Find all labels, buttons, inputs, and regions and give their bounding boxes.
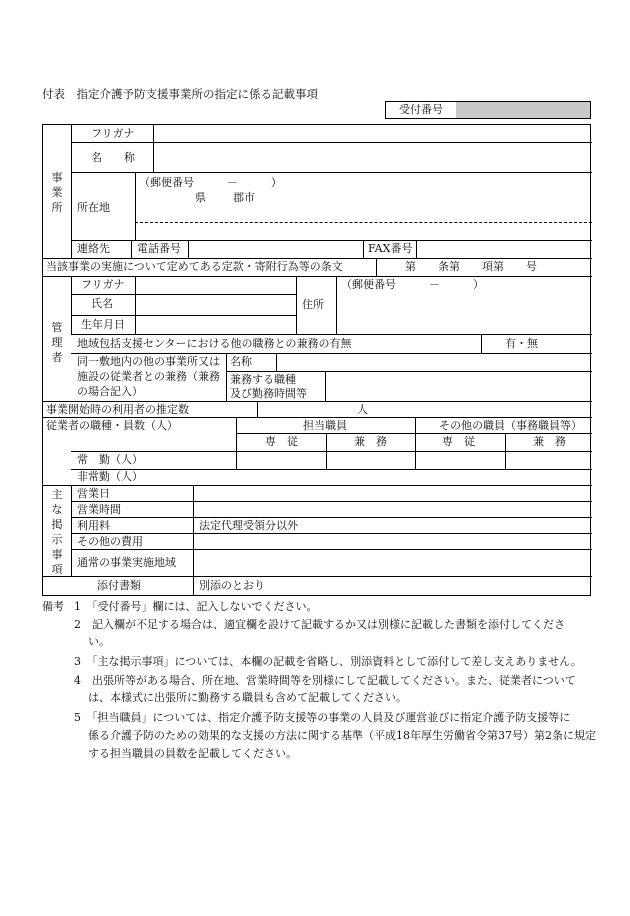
office-phone-label: 電話番号 — [137, 242, 181, 255]
office-city-label: 郡市 — [233, 191, 255, 204]
fee-note-label: 法定代理受領分以外 — [199, 519, 298, 532]
concurrent-job-label-line1: 兼務する職種 — [230, 373, 296, 386]
articles-value: 第 条第 項第 号 — [405, 260, 537, 273]
manager-name-label: 氏名 — [91, 297, 113, 310]
office-postal-code: （郵便番号 － ） — [139, 176, 282, 189]
remark-3: 3 「主な掲示事項」については、本欄の記載を省略し、別添資料として添付して差し支えありません。 — [74, 655, 582, 668]
office-section-label: 事業所 — [51, 171, 63, 214]
other-facility-label-line1: 同一敷地内の他の事業所又は — [77, 355, 220, 368]
office-prefecture-label: 県 — [195, 191, 206, 204]
manager-dob-label: 生年月日 — [81, 318, 125, 331]
receipt-number-box — [385, 101, 591, 119]
office-name-label: 名 称 — [91, 151, 135, 164]
staff-other-parttime: 兼 務 — [533, 435, 566, 448]
office-fax-label: FAX番号 — [368, 242, 413, 255]
staff-assigned-fulltime: 専 従 — [265, 435, 298, 448]
attachments-value: 別添のとおり — [199, 579, 265, 592]
concurrent-center-label: 地域包括支援センターにおける他の職務との兼務の有無 — [77, 337, 352, 350]
remark-5-line3: する担当職員の員数を記載してください。 — [88, 747, 297, 760]
concurrent-center-yes-no: 有・無 — [505, 337, 538, 350]
form-title: 付表 指定介護予防支援事業所の指定に係る記載事項 — [42, 87, 318, 101]
office-address-label: 所在地 — [77, 201, 110, 214]
attachments-label: 添付書類 — [97, 579, 141, 592]
service-area-label: 通常の事業実施地域 — [77, 556, 176, 569]
staff-label: 従業者の職種・員数（人） — [46, 419, 178, 432]
other-facility-label-line3: の場合記入） — [77, 385, 143, 398]
receipt-number-label: 受付番号 — [386, 102, 457, 118]
remark-1: 1 「受付番号」欄には、記入しないでください。 — [74, 600, 318, 613]
business-days-label: 営業日 — [77, 487, 110, 500]
staff-assigned-parttime: 兼 務 — [354, 435, 387, 448]
remark-5-line1: 5 「担当職員」については、指定介護予防支援等の事業の人員及び運営並びに指定介護予防支援等に — [74, 711, 571, 724]
fee-label: 利用料 — [77, 519, 110, 532]
concurrent-job-label-line2: 及び勤務時間等 — [230, 387, 307, 400]
manager-postal-code: （郵便番号 － ） — [341, 278, 484, 291]
other-facility-name-label: 名称 — [230, 355, 252, 368]
remarks-heading: 備考 — [42, 600, 64, 613]
posted-items-section-label: 主な掲示事項 — [51, 488, 63, 576]
staff-other-fulltime: 専 従 — [442, 435, 475, 448]
office-contact-label: 連絡先 — [77, 242, 110, 255]
manager-furigana-label: フリガナ — [81, 278, 125, 291]
manager-address-label: 住所 — [302, 298, 324, 311]
other-costs-label: その他の費用 — [77, 535, 143, 548]
staff-nonregular-label: 非常勤（人） — [77, 470, 143, 483]
estimated-users-label: 事業開始時の利用者の推定数 — [46, 403, 189, 416]
manager-section-label: 管理者 — [51, 321, 63, 364]
application-form-table — [42, 124, 591, 596]
receipt-number-field — [456, 102, 590, 118]
remark-2-line2: い。 — [88, 635, 110, 648]
office-furigana-label: フリガナ — [91, 127, 135, 140]
other-facility-label-line2: 施設の従業者との兼務（兼務 — [77, 370, 220, 383]
remark-4-line2: は、本様式に出張所に勤務する職員も含めて記載してください。 — [88, 691, 407, 704]
staff-regular-label: 常 勤（人） — [77, 453, 143, 466]
estimated-users-unit: 人 — [357, 403, 368, 416]
articles-label: 当該事業の実施について定めてある定款・寄附行為等の条文 — [46, 260, 343, 273]
business-hours-label: 営業時間 — [77, 503, 121, 516]
staff-other-header: その他の職員（事務職員等） — [439, 419, 582, 432]
remark-4-line1: 4 出張所等がある場合、所在地、営業時間等を別様にして記載してください。また、従業者について — [74, 674, 576, 687]
remark-5-line2: 係る介護予防のための効果的な支援の方法に関する基準（平成18年厚生労働省令第37号）第2条に規定 — [88, 729, 596, 742]
remark-2-line1: 2 記入欄が不足する場合は、適宜欄を設けて記載するか又は別様に記載した書類を添付してくださ — [74, 618, 565, 631]
staff-assigned-header: 担当職員 — [303, 419, 347, 432]
